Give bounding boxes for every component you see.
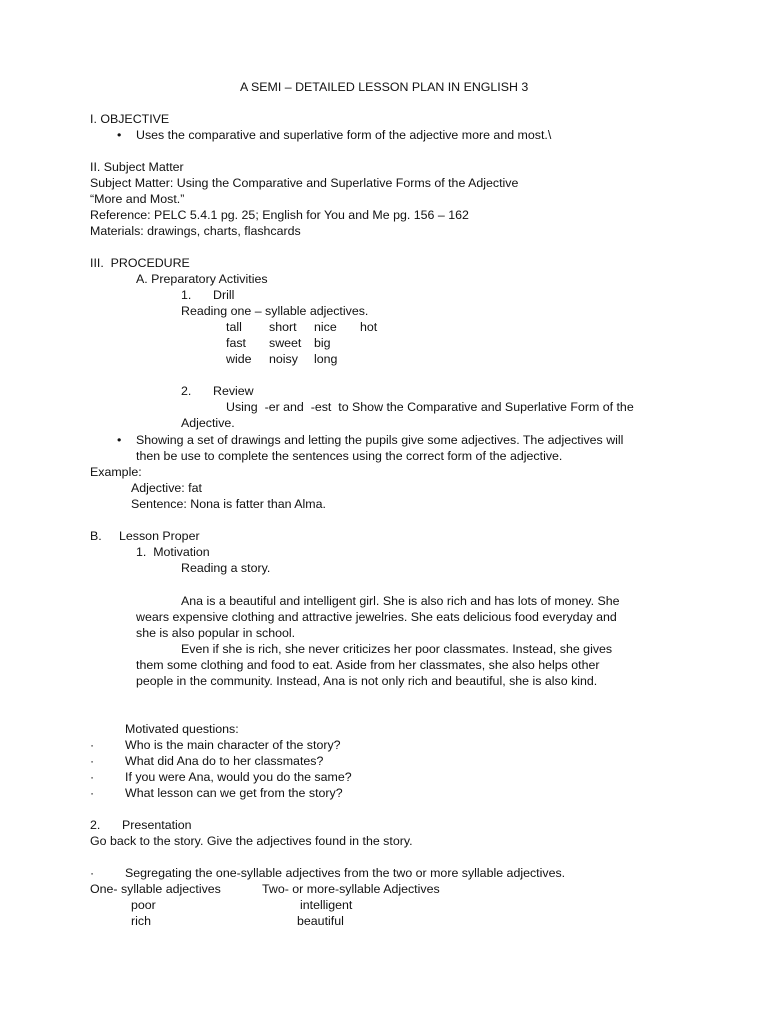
lesson-proper-letter: B.	[90, 529, 102, 543]
question-bullet: ·	[90, 770, 95, 784]
example-sentence: Sentence: Nona is fatter than Alma.	[131, 497, 326, 511]
subject-matter-line: Subject Matter: Using the Comparative and Superlative Forms of the Adjective	[90, 176, 519, 190]
drill-word: tall	[226, 320, 242, 334]
question-item: Who is the main character of the story?	[125, 738, 341, 752]
example-label: Example:	[90, 465, 142, 479]
story-line: she is also popular in school.	[136, 626, 296, 640]
review-line: Adjective.	[181, 416, 235, 430]
one-syllable-header: One- syllable adjectives	[90, 882, 221, 896]
presentation-number: 2.	[90, 818, 101, 832]
one-syllable-item: poor	[131, 898, 156, 912]
objective-bullet: •	[117, 128, 122, 142]
example-adjective: Adjective: fat	[131, 481, 202, 495]
segregating-bullet: ·	[90, 866, 95, 880]
showing-line: Showing a set of drawings and letting the pupils give some adjectives. The adjectives will	[136, 433, 624, 447]
drill-word: big	[314, 336, 331, 350]
preparatory-heading: A. Preparatory Activities	[136, 272, 268, 286]
one-syllable-item: rich	[131, 914, 151, 928]
reference-line: Reference: PELC 5.4.1 pg. 25; English for You and Me pg. 156 – 162	[90, 208, 469, 222]
question-item: If you were Ana, would you do the same?	[125, 770, 352, 784]
question-item: What lesson can we get from the story?	[125, 786, 343, 800]
story-line: people in the community. Instead, Ana is not only rich and beautiful, she is also kind.	[136, 674, 598, 688]
multi-syllable-header: Two- or more-syllable Adjectives	[262, 882, 440, 896]
procedure-heading: III. PROCEDURE	[90, 256, 190, 270]
drill-word: noisy	[269, 352, 298, 366]
presentation-heading: Presentation	[122, 818, 192, 832]
review-line: Using -er and -est to Show the Comparative and Superlative Form of the	[226, 400, 634, 414]
segregating-line: Segregating the one-syllable adjectives from the two or more syllable adjectives.	[125, 866, 566, 880]
drill-word: long	[314, 352, 338, 366]
objective-heading: I. OBJECTIVE	[90, 112, 170, 126]
story-line: wears expensive clothing and attractive jewelries. She eats delicious food everyday and	[136, 610, 617, 624]
motivation-heading: 1. Motivation	[136, 545, 210, 559]
drill-intro: Reading one – syllable adjectives.	[181, 304, 369, 318]
question-bullet: ·	[90, 738, 95, 752]
drill-word: hot	[360, 320, 378, 334]
lesson-proper-heading: Lesson Proper	[119, 529, 200, 543]
drill-word: nice	[314, 320, 337, 334]
multi-syllable-item: beautiful	[297, 914, 344, 928]
drill-number: 1.	[181, 288, 192, 302]
objective-item: Uses the comparative and superlative form of the adjective more and most.\	[136, 128, 552, 142]
subject-matter-heading: II. Subject Matter	[90, 160, 184, 174]
multi-syllable-item: intelligent	[300, 898, 353, 912]
question-bullet: ·	[90, 786, 95, 800]
drill-word: wide	[226, 352, 252, 366]
presentation-line: Go back to the story. Give the adjectives found in the story.	[90, 834, 413, 848]
showing-line: then be use to complete the sentences using the correct form of the adjective.	[136, 449, 563, 463]
subject-matter-line: “More and Most.”	[90, 192, 185, 206]
drill-word: short	[269, 320, 297, 334]
materials-line: Materials: drawings, charts, flashcards	[90, 224, 301, 238]
review-number: 2.	[181, 384, 192, 398]
questions-heading: Motivated questions:	[125, 722, 239, 736]
document-title: A SEMI – DETAILED LESSON PLAN IN ENGLISH 3	[240, 80, 529, 94]
drill-word: sweet	[269, 336, 302, 350]
drill-word: fast	[226, 336, 246, 350]
story-line: Ana is a beautiful and intelligent girl. She is also rich and has lots of money. She	[181, 594, 620, 608]
story-line: Even if she is rich, she never criticizes her poor classmates. Instead, she gives	[181, 642, 613, 656]
review-label: Review	[213, 384, 254, 398]
drill-label: Drill	[213, 288, 235, 302]
question-bullet: ·	[90, 754, 95, 768]
reading-line: Reading a story.	[181, 561, 271, 575]
story-line: them some clothing and food to eat. Aside from her classmates, she also helps other	[136, 658, 600, 672]
showing-bullet: •	[117, 433, 122, 447]
question-item: What did Ana do to her classmates?	[125, 754, 324, 768]
